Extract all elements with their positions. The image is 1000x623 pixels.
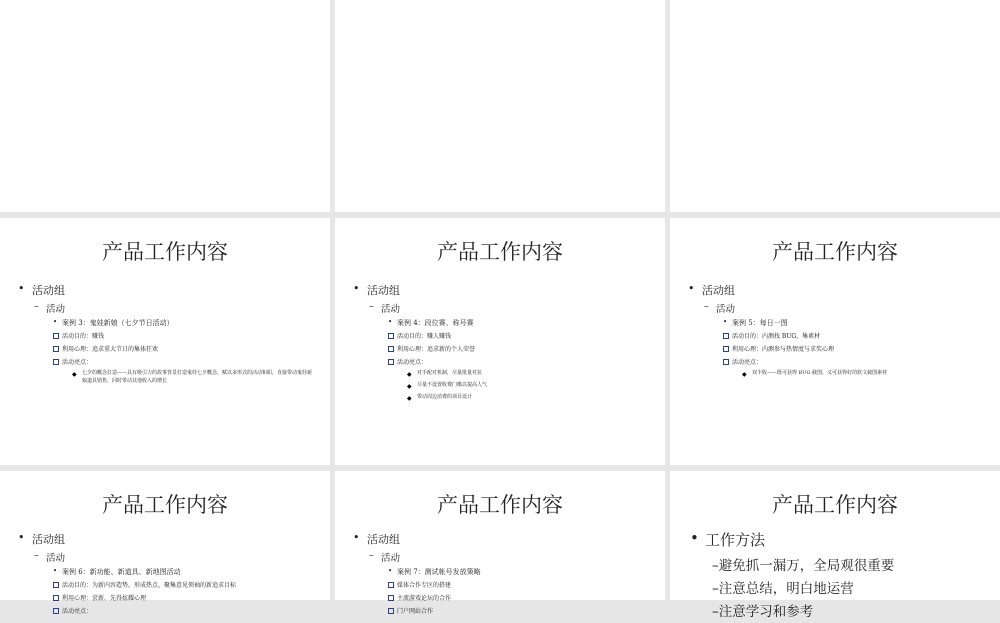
bullet-text: 活动亮点： [62,359,93,366]
slide-body [18,531,320,619]
bullet-dot-icon: • [53,567,58,575]
bullet-text: 案例 4：段位赛、称号赛 [397,319,474,327]
bullet-level-1 [353,531,655,547]
slide-6 [670,218,1000,465]
bullet-text: 利用心理：尝新、先得炫耀心理 [62,595,147,602]
bullet-level-5 [688,370,990,378]
bullet-dot-icon: • [53,318,58,326]
bullet-text: 活动组 [702,284,735,297]
bullet-level-3 [18,567,320,577]
slide-title: 产品工作内容 [102,240,228,264]
bullet-dot-icon: • [388,318,393,326]
bullet-level-4 [353,357,655,366]
bullet-level-4 [688,331,990,340]
bullet-text: –避免抓一漏万，全局观很重要 [712,558,895,574]
bullet-level-1 [690,529,990,550]
bullet-text: 利用心理：追求新的个人荣誉 [397,346,476,353]
bullet-text: 七夕的概念打造——具有吸引力的故事背景打造鬼娃七夕概念，赋以多形式的活动和职，直接带动鬼娃新娘道具销售，同时带动其他收入的增长 [82,370,313,384]
square-bullet-icon [388,359,394,365]
square-bullet-icon [723,333,729,339]
bullet-level-1 [18,282,320,298]
bullet-text: 活动目的：赚钱 [62,333,105,340]
slide-body [688,282,990,382]
bullet-level-3 [18,318,320,328]
slide-7 [0,471,330,615]
bullet-level-4 [18,357,320,366]
bullet-text: 活动亮点： [397,359,428,366]
square-bullet-icon [388,346,394,352]
slide-1 [0,0,330,212]
bullet-text: 主流游戏论坛的合作 [397,595,452,602]
bullet-level-4 [18,580,320,589]
bullet-text: 活动目的：赚人赚钱 [397,333,452,340]
bullet-text: 活动 [46,553,66,564]
bullet-text: 尽量不设置收费门槛以提高人气 [417,381,488,388]
bullet-text: 活动组 [32,533,65,546]
bullet-text: 利用心理：内测参与热情度与求奖心理 [732,346,835,353]
square-bullet-icon [723,346,729,352]
slide-title: 产品工作内容 [437,240,563,264]
dash-icon: – [369,301,374,312]
bullet-text: –注意学习和参考 [712,604,814,620]
slide-2 [335,0,665,212]
bullet-text: 活动 [381,304,401,315]
bullet-level-4 [353,593,655,602]
bullet-level-4 [688,357,990,366]
bullet-text: 活动 [716,304,736,315]
square-bullet-icon [388,595,394,601]
slide-title: 产品工作内容 [437,493,563,517]
bullet-level-2 [688,301,990,315]
slide-body [353,282,655,405]
diamond-bullet-icon: ◆ [407,371,412,378]
bullet-text: 活动 [46,304,66,315]
bullet-level-2 [353,301,655,315]
bullet-level-5 [353,382,655,390]
bullet-text: 活动目的：为新内容造势，形成热点，聚集意见领袖的新追求目标 [62,582,237,589]
bullet-level-5 [353,394,655,402]
bullet-level-1 [688,282,990,298]
slide-8 [335,471,665,615]
bullet-text: 活动亮点： [732,359,763,366]
bullet-level-4 [688,344,990,353]
bullet-level-4 [18,606,320,615]
bullet-level-5 [353,370,655,378]
bullet-level-1 [353,282,655,298]
slide-9 [670,471,1000,620]
bullet-text: 活动组 [32,284,65,297]
square-bullet-icon [388,608,394,614]
bullet-level-3 [353,567,655,577]
bullet-level-5 [18,370,320,386]
slide-body [353,531,655,619]
bullet-level-4 [353,580,655,589]
bullet-level-4 [18,593,320,602]
bullet-text: 利用心理：追求重大节日的集体狂欢 [62,346,159,353]
bullet-level-2 [690,554,990,574]
square-bullet-icon [53,595,59,601]
slide-title: 产品工作内容 [772,493,898,517]
dash-icon: – [34,301,39,312]
diamond-bullet-icon: ◆ [407,394,412,402]
dash-icon: – [34,550,39,561]
bullet-dot-icon: • [388,567,393,575]
bullet-text: –注意总结，明白地运营 [712,581,854,597]
bullet-text: 活动组 [367,284,400,297]
square-bullet-icon [53,608,59,614]
slide-body [18,282,320,390]
bullet-text: 案例 3：鬼娃新娘（七夕节日活动） [62,319,174,327]
diamond-bullet-icon: ◆ [742,371,747,378]
bullet-text: 案例 5：每日一图 [732,319,788,327]
square-bullet-icon [388,333,394,339]
bullet-level-2 [353,550,655,564]
bullet-text: 双丰收——既可获得 BUG 截图，又可获得好的软文截图素材 [752,370,888,376]
bullet-text: 活动组 [367,533,400,546]
bullet-level-4 [353,344,655,353]
bullet-level-4 [18,344,320,353]
bullet-level-4 [18,331,320,340]
square-bullet-icon [53,346,59,352]
bullet-text: 带动周边消费的项目设计 [417,393,473,400]
bullet-level-3 [353,318,655,328]
diamond-bullet-icon: ◆ [72,371,77,378]
dash-icon: – [704,301,709,312]
diamond-bullet-icon: ◆ [407,382,412,390]
bullet-text: 工作方法 [705,531,766,549]
bullet-level-4 [353,606,655,615]
slide-4 [0,218,330,465]
slide-body [690,529,990,623]
bullet-level-4 [353,331,655,340]
bullet-dot-icon: • [723,318,728,326]
bullet-text: 活动 [381,553,401,564]
bullet-level-2 [690,600,990,620]
bullet-level-2 [18,301,320,315]
square-bullet-icon [53,359,59,365]
bullet-text: 案例 6：新功能、新道具、新地图活动 [62,568,181,576]
bullet-level-1 [18,531,320,547]
slide-title: 产品工作内容 [772,240,898,264]
square-bullet-icon [388,582,394,588]
bullet-text: 门户网站合作 [397,608,434,615]
bullet-text: 媒体合作专区的搭建 [397,582,452,589]
square-bullet-icon [53,582,59,588]
square-bullet-icon [53,333,59,339]
slide-3 [670,0,1000,212]
bullet-level-2 [18,550,320,564]
bullet-level-2 [690,577,990,597]
slide-title: 产品工作内容 [102,493,228,517]
bullet-text: 活动亮点： [62,608,93,615]
bullet-text: 对手配对机制，尽量批量对抗 [417,370,483,376]
bullet-text: 活动目的：内测找 BUG，集素材 [732,333,821,340]
dash-icon: – [369,550,374,561]
bullet-text: 案例 7：测试帐号发放策略 [397,568,481,576]
slide-5 [335,218,665,465]
bullet-level-3 [688,318,990,328]
square-bullet-icon [723,359,729,365]
